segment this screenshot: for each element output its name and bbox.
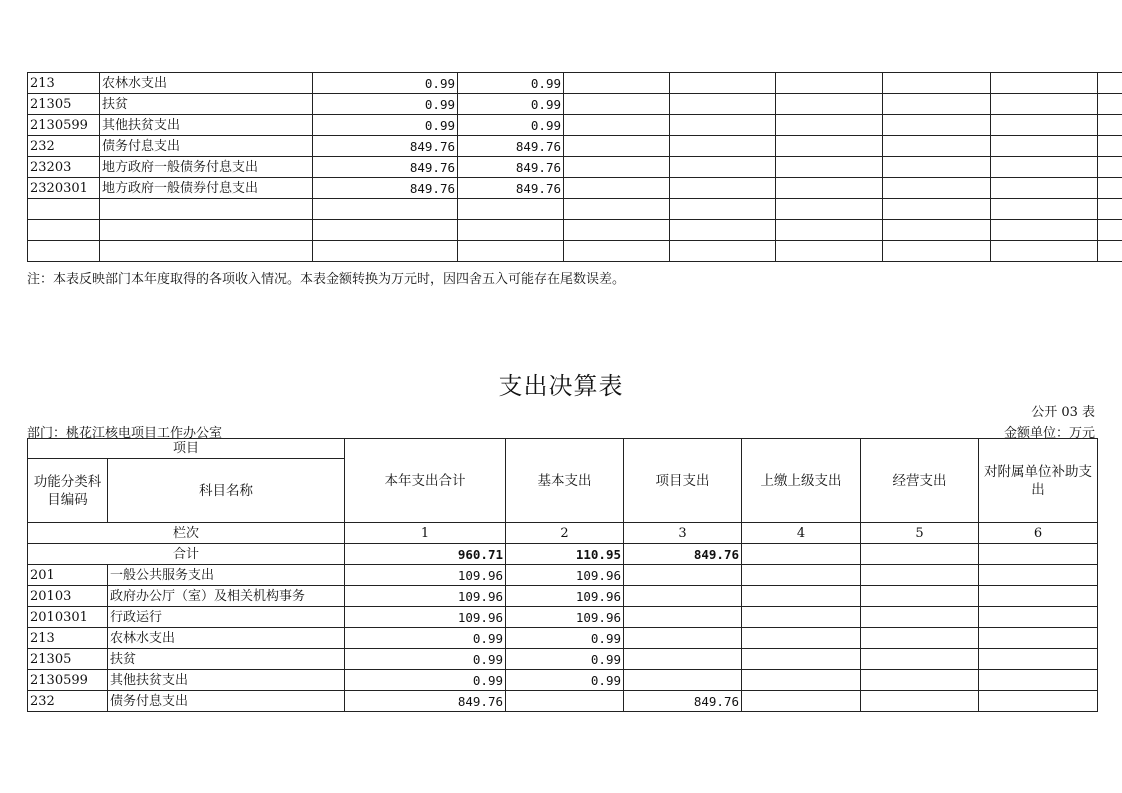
table-row: 23203 地方政府一般债务付息支出 849.76 849.76: [28, 157, 1122, 178]
table-row: 2320301 地方政府一般债券付息支出 849.76 849.76: [28, 178, 1122, 199]
header-name: 科目名称: [108, 459, 345, 523]
table-row: 2130599 其他扶贫支出 0.99 0.99: [28, 115, 1122, 136]
table-row: 213 农林水支出 0.99 0.99: [28, 628, 1098, 649]
column-index: 3: [624, 523, 742, 544]
header-project: 项目: [28, 439, 345, 459]
column-index: 5: [861, 523, 979, 544]
table-row: 21305 扶贫 0.99 0.99: [28, 94, 1122, 115]
column-index: 4: [742, 523, 861, 544]
form-number: 公开 03 表: [1031, 405, 1095, 420]
table-row: 2130599 其他扶贫支出 0.99 0.99: [28, 670, 1098, 691]
table-row: 232 债务付息支出 849.76 849.76: [28, 136, 1122, 157]
table-row: 21305 扶贫 0.99 0.99: [28, 649, 1098, 670]
header-subsidy: 对附属单位补助支出: [979, 439, 1098, 523]
empty-row: [28, 241, 1122, 262]
header-operating: 经营支出: [861, 439, 979, 523]
header-project-exp: 项目支出: [624, 439, 742, 523]
header-total: 本年支出合计: [345, 439, 506, 523]
unit-label: 金额单位：万元: [1003, 426, 1095, 441]
table-row: 20103 政府办公厅（室）及相关机构事务 109.96 109.96: [28, 586, 1098, 607]
column-index: 2: [506, 523, 624, 544]
income-table-continued: [27, 72, 1122, 262]
total-row: 合计 960.71 110.95 849.76: [28, 544, 1098, 565]
header-upper: 上缴上级支出: [742, 439, 861, 523]
header-code: 功能分类科目编码: [28, 459, 108, 523]
header-basic: 基本支出: [506, 439, 624, 523]
column-index-label: 栏次: [28, 523, 345, 544]
table-row: 213 农林水支出 0.99 0.99: [28, 73, 1122, 94]
department-label: 部门：桃花江核电项目工作办公室: [27, 426, 223, 441]
table-row: 201 一般公共服务支出 109.96 109.96: [28, 565, 1098, 586]
table-note: 注：本表反映部门本年度取得的各项收入情况。本表金额转换为万元时，因四舍五入可能存在尾数误差。: [27, 272, 626, 287]
expenditure-table: [27, 438, 1098, 712]
table-row: 232 债务付息支出 849.76 849.76: [28, 691, 1098, 712]
empty-row: [28, 220, 1122, 241]
empty-row: [28, 199, 1122, 220]
column-index: 1: [345, 523, 506, 544]
column-index: 6: [979, 523, 1098, 544]
table-row: 2010301 行政运行 109.96 109.96: [28, 607, 1098, 628]
page-title: 支出决算表: [498, 372, 624, 400]
